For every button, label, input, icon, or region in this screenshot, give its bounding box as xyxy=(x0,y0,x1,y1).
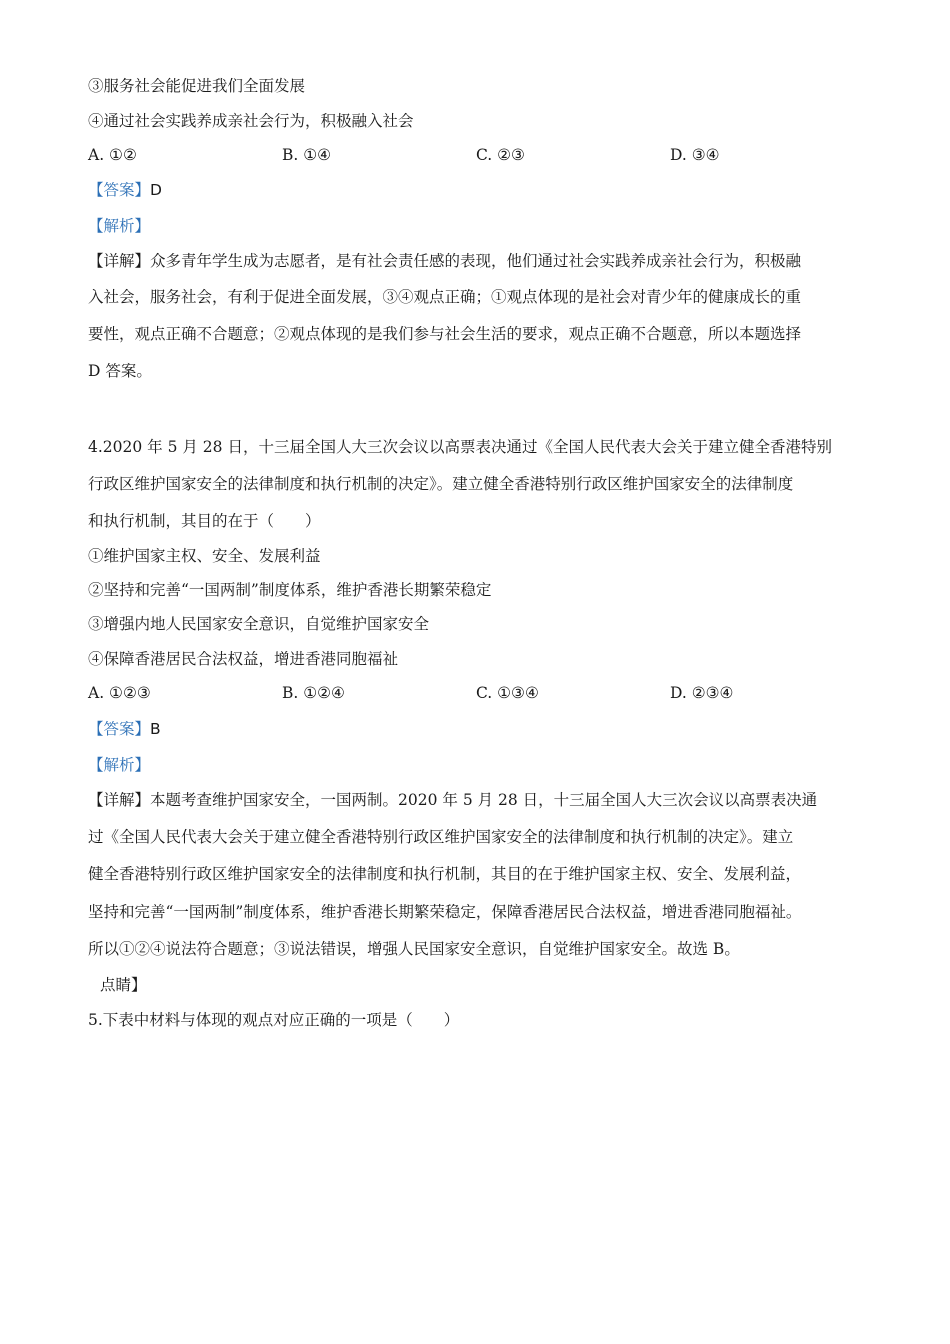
q4-statement-2: ②坚持和完善“一国两制”制度体系，维护香港长期繁荣稳定 xyxy=(88,581,492,599)
q4-option-a: A. ①②③ xyxy=(88,684,151,702)
q4-stem-line-1: 4.2020 年 5 月 28 日，十三届全国人大三次会议以高票表决通过《全国人民代表大会关于建立健全香港特别 xyxy=(88,438,832,456)
q4-statement-4: ④保障香港居民合法权益，增进香港同胞福祉 xyxy=(88,650,399,668)
answer-label: 【答案】 xyxy=(88,720,151,738)
q3-detail-line-4: D 答案。 xyxy=(88,362,152,380)
q5-stem: 5.下表中材料与体现的观点对应正确的一项是（ ） xyxy=(88,1011,460,1029)
q4-detail-line-3: 健全香港特别行政区维护国家安全的法律制度和执行机制，其目的在于维护国家主权、安全、发展利益， xyxy=(88,865,802,883)
detail-text: 众多青年学生成为志愿者，是有社会责任感的表现，他们通过社会实践养成亲社会行为，积极融 xyxy=(150,252,802,270)
answer-label: 【答案】 xyxy=(88,181,151,199)
q4-analysis-label: 【解析】 xyxy=(88,756,151,774)
q3-detail-line-3: 要性，观点正确不合题意；②观点体现的是我们参与社会生活的要求，观点正确不合题意，所以本题选择 xyxy=(88,325,802,343)
q4-detail-line-5: 所以①②④说法符合题意；③说法错误，增强人民国家安全意识，自觉维护国家安全。故选 B。 xyxy=(88,940,740,958)
q3-analysis-label: 【解析】 xyxy=(88,217,151,235)
q3-detail-line-1 xyxy=(88,251,801,271)
q3-answer xyxy=(88,180,162,200)
q3-statement-3: ③服务社会能促进我们全面发展 xyxy=(88,77,306,95)
q4-stem-line-3: 和执行机制，其目的在于（ ） xyxy=(88,512,321,530)
q4-answer xyxy=(88,719,161,739)
q3-option-a: A. ①② xyxy=(88,146,137,164)
q3-option-d: D. ③④ xyxy=(670,146,720,164)
q4-detail-line-2: 过《全国人民代表大会关于建立健全香港特别行政区维护国家安全的法律制度和执行机制的决定》。建立 xyxy=(88,828,794,846)
q3-detail-line-2: 入社会，服务社会，有利于促进全面发展，③④观点正确；①观点体现的是社会对青少年的健康成长的重 xyxy=(88,288,802,306)
q4-statement-3: ③增强内地人民国家安全意识，自觉维护国家安全 xyxy=(88,615,430,633)
q3-options xyxy=(88,145,868,165)
q4-options xyxy=(88,683,868,703)
q3-statement-4: ④通过社会实践养成亲社会行为，积极融入社会 xyxy=(88,112,414,130)
detail-label: 【详解】 xyxy=(88,791,151,809)
q4-detail-line-1 xyxy=(88,790,817,810)
q4-option-d: D. ②③④ xyxy=(670,684,734,702)
q4-option-c: C. ①③④ xyxy=(476,684,539,702)
q4-statement-1: ①维护国家主权、安全、发展利益 xyxy=(88,547,321,565)
detail-label: 【详解】 xyxy=(88,252,151,270)
q3-option-b: B. ①④ xyxy=(282,146,332,164)
q4-stem-line-2: 行政区维护国家安全的法律制度和执行机制的决定》。建立健全香港特别行政区维护国家安全的法律制度 xyxy=(88,475,794,493)
detail-text: 本题考查维护国家安全，一国两制。2020 年 5 月 28 日，十三届全国人大三次会议以高票表决通 xyxy=(150,791,818,809)
q4-note-label: 点睛】 xyxy=(100,976,147,994)
answer-value: B xyxy=(150,720,161,738)
q4-detail-line-4: 坚持和完善“一国两制”制度体系，维护香港长期繁荣稳定，保障香港居民合法权益，增进香港同胞福祉。 xyxy=(88,903,802,921)
answer-value: D xyxy=(150,181,162,199)
q3-option-c: C. ②③ xyxy=(476,146,525,164)
q4-option-b: B. ①②④ xyxy=(282,684,345,702)
